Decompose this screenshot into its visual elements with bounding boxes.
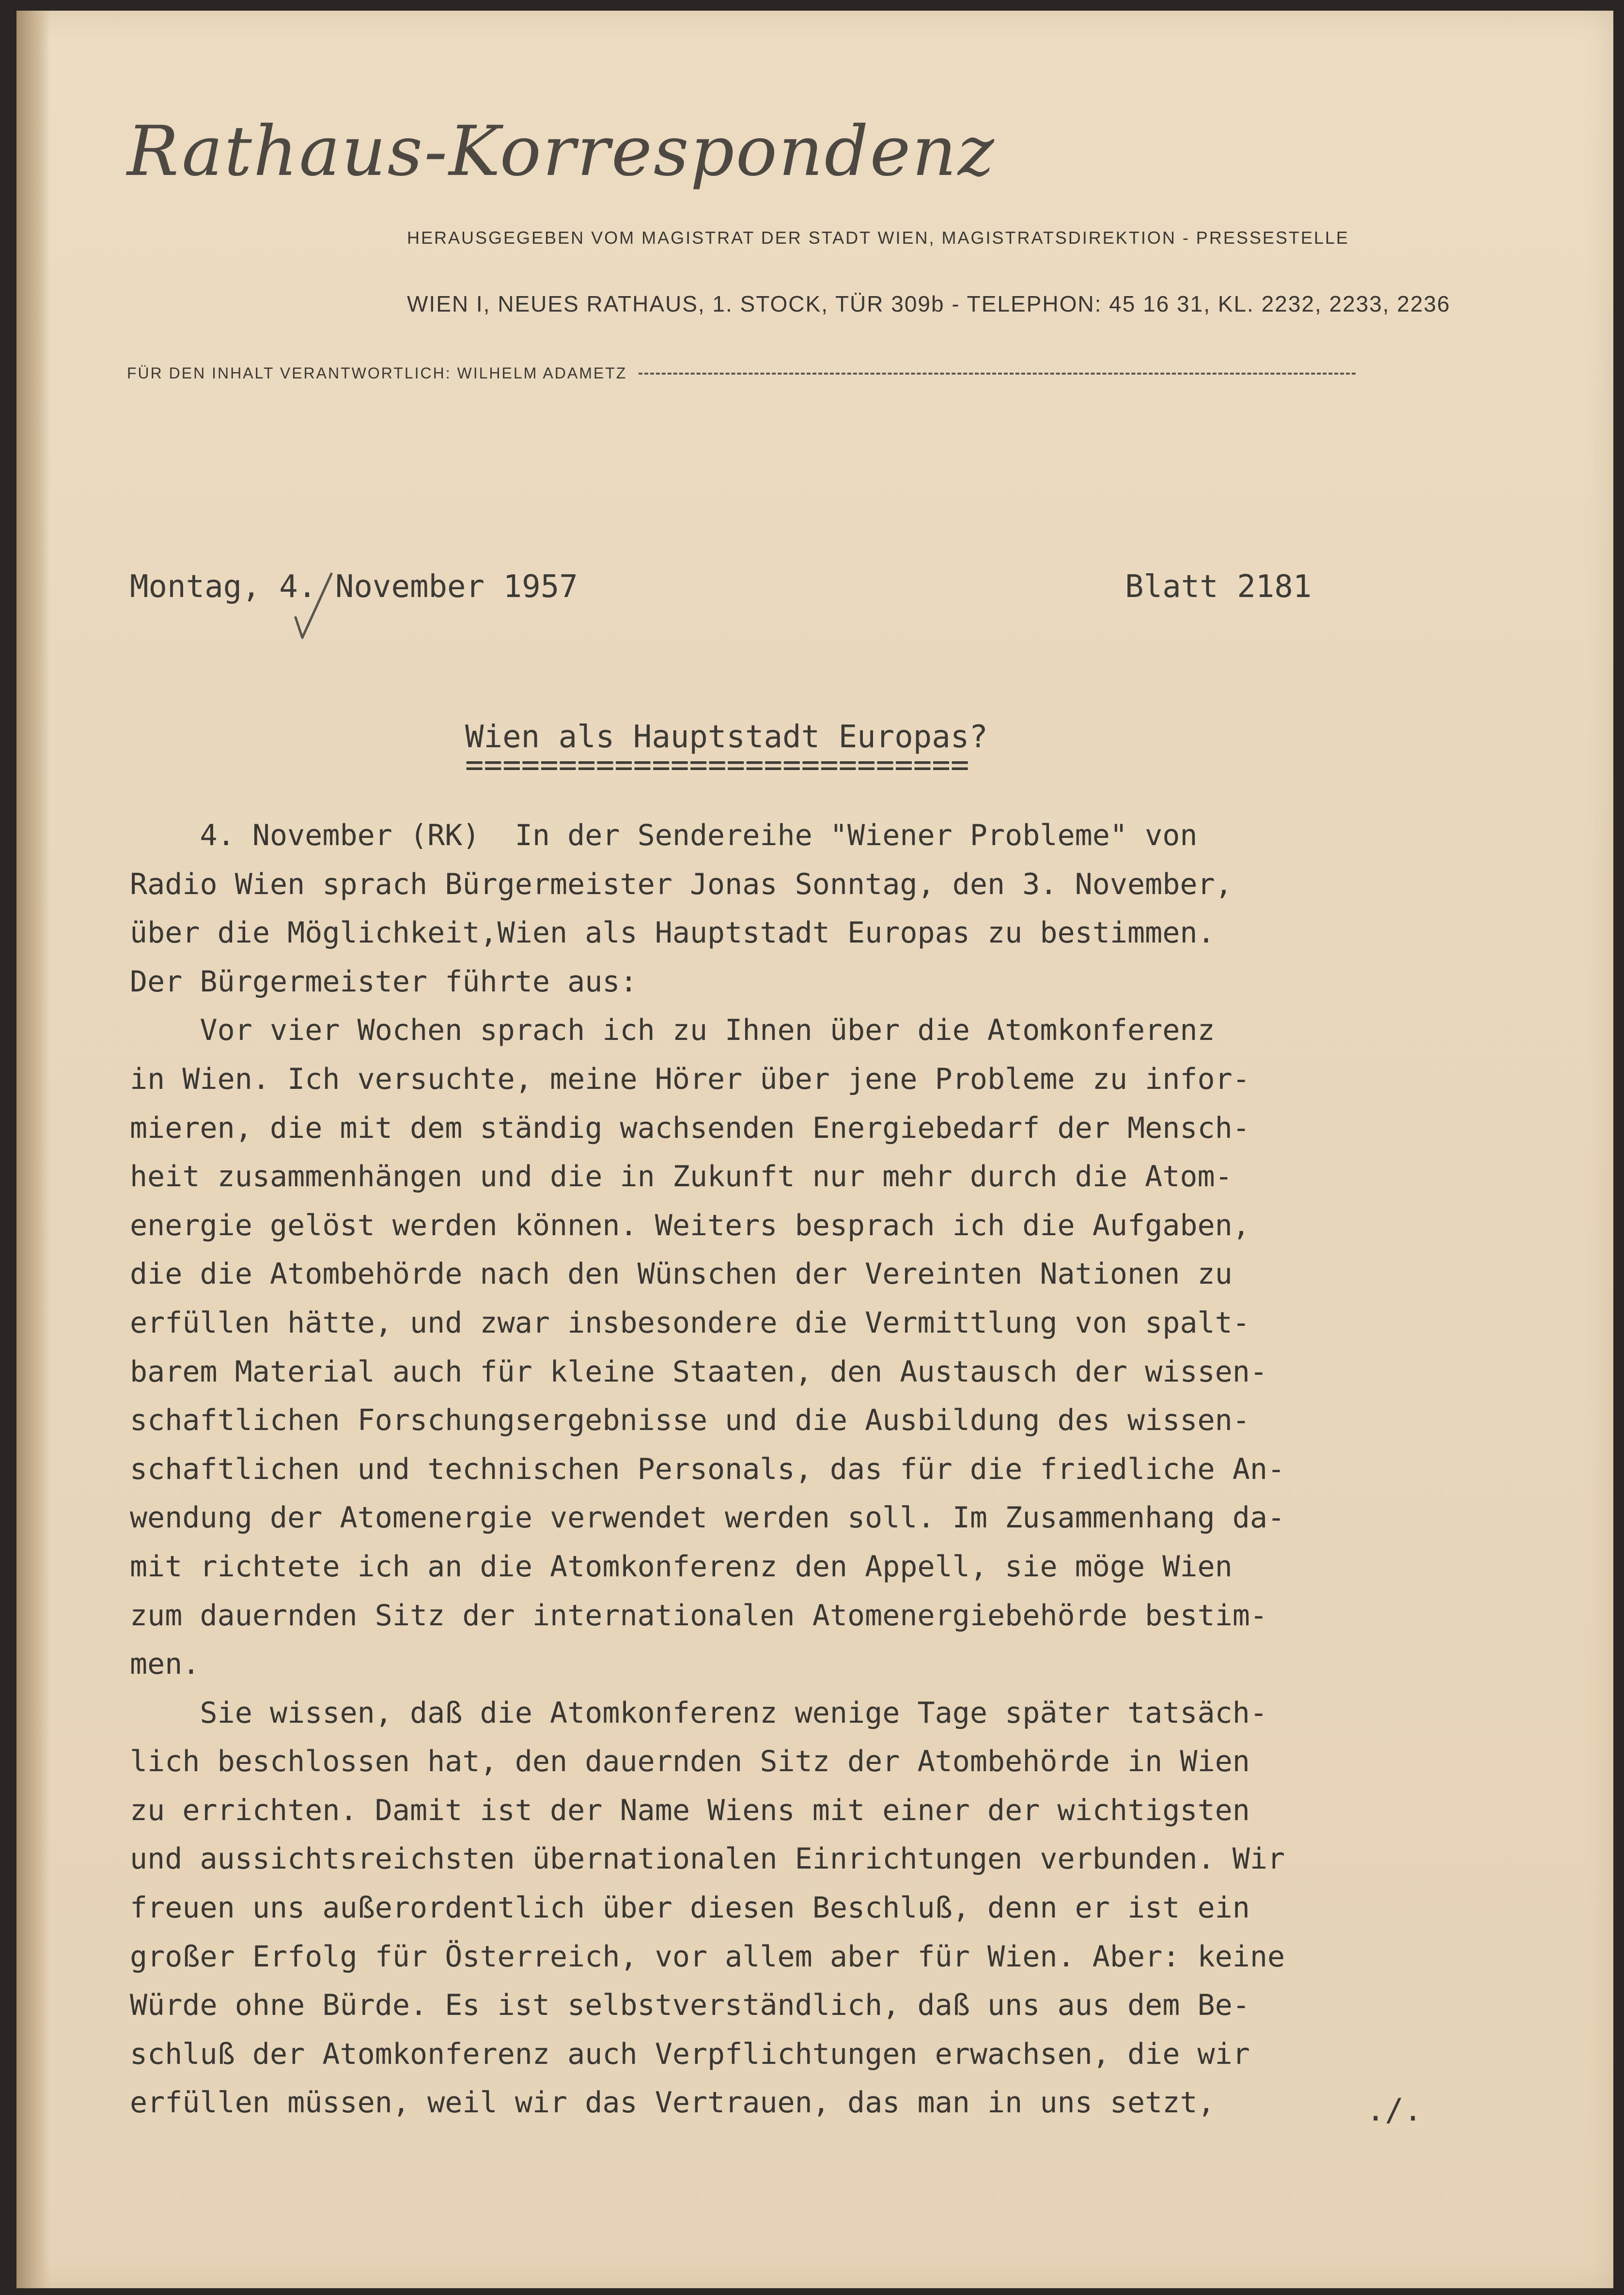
- body-line: erfüllen hätte, und zwar insbesondere die Vermittlung von spalt-: [130, 1305, 1250, 1340]
- continuation-mark: ./.: [1366, 2092, 1422, 2128]
- body-line: Sie wissen, daß die Atomkonferenz wenige Tage später tatsäch-: [130, 1696, 1267, 1730]
- body-line: wendung der Atomenergie verwendet werden soll. Im Zusammenhang da-: [130, 1501, 1285, 1535]
- body-line: erfüllen müssen, weil wir das Vertrauen, das man in uns setzt,: [130, 2086, 1215, 2120]
- body-line: schaftlichen und technischen Personals, das für die friedliche An-: [130, 1452, 1285, 1486]
- body-line: großer Erfolg für Österreich, vor allem aber für Wien. Aber: keine: [130, 1939, 1285, 1974]
- masthead-title: Rathaus-Korrespondenz: [127, 111, 996, 191]
- body-line: in Wien. Ich versuchte, meine Hörer über jene Probleme zu infor-: [130, 1062, 1250, 1096]
- body-line: 4. November (RK) In der Sendereihe "Wiener Probleme" von: [130, 818, 1198, 852]
- body-line: mieren, die mit dem ständig wachsenden Energiebedarf der Mensch-: [130, 1111, 1250, 1145]
- body-line: über die Möglichkeit,Wien als Hauptstadt Europas zu bestimmen.: [130, 916, 1215, 950]
- dashed-rule: [639, 373, 1356, 375]
- body-line: Würde ohne Bürde. Es ist selbstverständlich, daß uns aus dem Be-: [130, 1988, 1250, 2023]
- masthead-address: WIEN I, NEUES RATHAUS, 1. STOCK, TÜR 309b - TELEPHON: 45 16 31, KL. 2232, 2233, 2236: [407, 291, 1451, 316]
- body-line: energie gelöst werden können. Weiters besprach ich die Aufgaben,: [130, 1208, 1250, 1242]
- body-line: lich beschlossen hat, den dauernden Sitz der Atombehörde in Wien: [130, 1745, 1250, 1779]
- binding-edge: [16, 11, 50, 2288]
- body-line: und aussichtsreichsten übernationalen Einrichtungen verbunden. Wir: [130, 1842, 1285, 1876]
- sheet-number: Blatt 2181: [1125, 569, 1312, 605]
- body-line: zum dauernden Sitz der internationalen Atomenergiebehörde bestim-: [130, 1598, 1267, 1633]
- body-line: mit richtete ich an die Atomkonferenz den Appell, sie möge Wien: [130, 1549, 1233, 1584]
- headline: Wien als Hauptstadt Europas?: [465, 719, 988, 755]
- masthead-responsible-line: [127, 364, 1356, 382]
- pencil-check-mark: [292, 570, 335, 643]
- body-line: zu errichten. Damit ist der Name Wiens mit einer der wichtigsten: [130, 1793, 1250, 1827]
- body-line: Vor vier Wochen sprach ich zu Ihnen über die Atomkonferenz: [130, 1013, 1215, 1048]
- body-line: men.: [130, 1647, 200, 1682]
- body-line: schaftlichen Forschungsergebnisse und die Ausbildung des wissen-: [130, 1403, 1250, 1438]
- body-line: Der Bürgermeister führte aus:: [130, 964, 638, 999]
- dateline: Montag, 4. November 1957: [130, 569, 578, 605]
- body-line: heit zusammenhängen und die in Zukunft nur mehr durch die Atom-: [130, 1160, 1233, 1194]
- body-line: Radio Wien sprach Bürgermeister Jonas Sonntag, den 3. November,: [130, 867, 1233, 901]
- masthead-responsible: FÜR DEN INHALT VERANTWORTLICH: WILHELM ADAMETZ: [127, 364, 627, 382]
- body-text: [130, 811, 1467, 2127]
- body-line: die die Atombehörde nach den Wünschen der Vereinten Nationen zu: [130, 1257, 1233, 1291]
- body-line: freuen uns außerordentlich über diesen Beschluß, denn er ist ein: [130, 1891, 1250, 1925]
- masthead-publisher: HERAUSGEGEBEN VOM MAGISTRAT DER STADT WIEN, MAGISTRATSDIREKTION - PRESSESTELLE: [407, 228, 1349, 248]
- body-line: barem Material auch für kleine Staaten, den Austausch der wissen-: [130, 1354, 1267, 1389]
- body-line: schluß der Atomkonferenz auch Verpflichtungen erwachsen, die wir: [130, 2037, 1250, 2071]
- headline-underline: ===========================: [465, 747, 969, 783]
